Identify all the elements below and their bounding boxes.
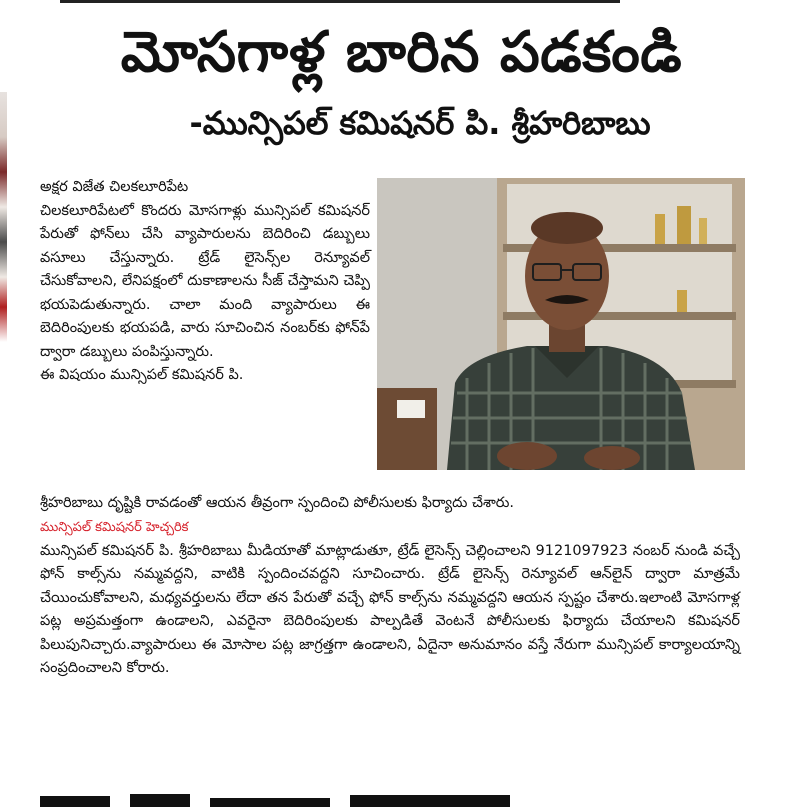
- section-subheading: మున్సిపల్ కమిషనర్ హెచ్చరిక: [40, 519, 189, 535]
- article-fullwidth: [40, 492, 740, 681]
- headline: మోసగాళ్ల బారిన పడకండి: [120, 20, 683, 85]
- cropped-previous-headline: [60, 0, 620, 6]
- paragraph-2-end: శ్రీహరిబాబు దృష్టికి రావడంతో ఆయన తీవ్రంగా స్పందించి పోలీసులకు ఫిర్యాదు చేశారు.: [40, 495, 515, 511]
- person-photo-icon: [377, 178, 745, 470]
- dateline: అక్షర విజేత చిలకలూరిపేట: [40, 179, 189, 195]
- paragraph-3: మున్సిపల్ కమిషనర్ పి. శ్రీహరిబాబు మీడియాతో మాట్లాడుతూ, ట్రేడ్ లైసెన్స్ చెల్లించాలని 9121097923 నంబర్ నుండి వచ్చే ఫోన్ కాల్స్‌ను నమ్మవద్దని, వాటికి స్పందించవద్దని సూచించారు. ట్రేడ్ లైసెన్స్ రెన్యూవల్ ఆన్‌లైన్ ద్వారా మాత్రమే చేయించుకోవాలని, మధ్యవర్తులను లేదా తన పేరుతో వచ్చే ఫోన్ కాల్స్‌ను నమ్మవద్దని ఆయన స్పష్టం చేశారు.ఇలాంటి మోసగాళ్ల పట్ల అప్రమత్తంగా ఉండాలని, ఎవరైనా బెదిరింపులకు పాల్పడితే వెంటనే పోలీసులకు ఫిర్యాదు చేయాలని కమిషనర్ పిలుపునిచ్చారు.వ్యాపారులు ఈ మోసాల పట్ల జాగ్రత్తగా ఉండాలని, ఏదైనా అనుమానం వస్తే నేరుగా మున్సిపల్ కార్యాలయాన్ని సంప్రదించాలని కోరారు.: [40, 542, 740, 676]
- paragraph-2-start: ఈ విషయం మున్సిపల్ కమిషనర్ పి.: [40, 367, 244, 383]
- subheadline: -మున్సిపల్ కమిషనర్ పి. శ్రీహరిబాబు: [189, 104, 651, 142]
- commissioner-photo: [377, 178, 745, 470]
- paragraph-1: చిలకలూరిపేటలో కొందరు మోసగాళ్లు మున్సిపల్ కమిషనర్ పేరుతో ఫోన్‌లు చేసి వ్యాపారులను బెదిరించి డబ్బులు వసూలు చేస్తున్నారు. ట్రేడ్ లైసెన్స్‌ల రెన్యూవల్ చేసుకోవాలని, లేనిపక్షంలో దుకాణాలను సీజ్ చేస్తామని చెప్పి భయపెడుతున్నారు. చాలా మంది వ్యాపారులు ఈ బెదిరింపులకు భయపడి, వారు సూచించిన నంబర్‌కు ఫోన్‌పే ద్వారా డబ్బులు పంపిస్తున్నారు.: [40, 202, 370, 360]
- adjacent-article-photo-edge: [0, 92, 7, 342]
- article-column: [40, 176, 370, 388]
- cropped-text-icon: [40, 792, 600, 807]
- cropped-next-headline: [40, 792, 600, 807]
